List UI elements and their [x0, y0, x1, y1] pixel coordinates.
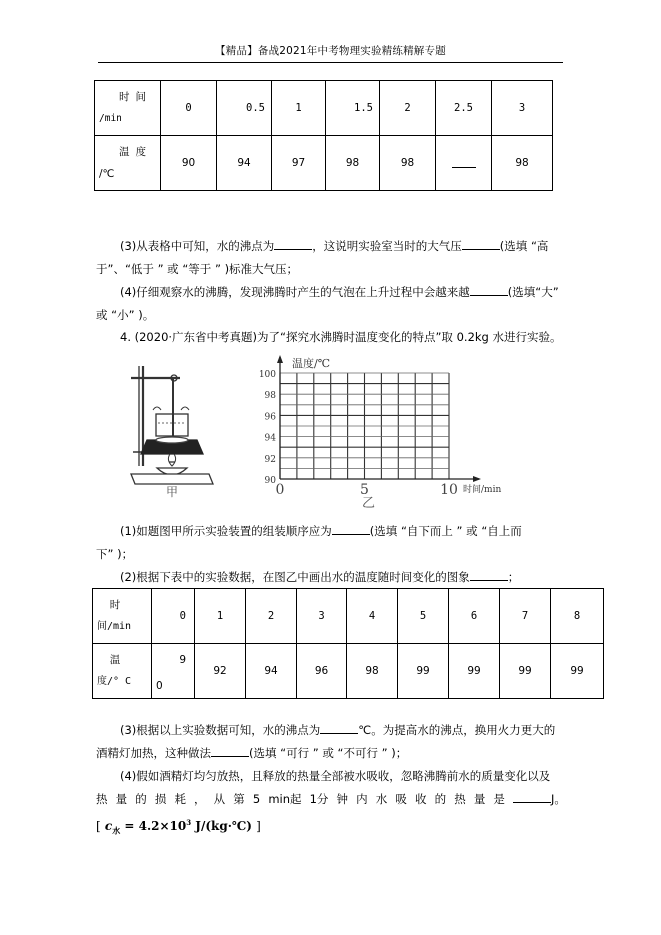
chart-axes [277, 355, 481, 482]
table-cell: 90 [161, 136, 217, 191]
word: 的 [434, 792, 447, 806]
question-4-part1: (4)仔细观察水的沸腾，发现沸腾时产生的气泡在上升过程中会越来越 (选填“大” 或 “小” )。 [96, 285, 559, 322]
table-cell: 0.5 [217, 81, 272, 136]
table-cell: 2 [246, 589, 297, 644]
table-cell-blank[interactable] [436, 136, 492, 191]
x-tick-label: 5 [360, 482, 369, 498]
answer-blank[interactable] [320, 721, 358, 734]
question-3-part1: (3)从表格中可知，水的沸点为 ，这说明实验室当时的大气压 (选填 “高 于”、“低于 ” 或 “等于 ” )标准大气压； [96, 239, 549, 276]
word: 耗 [174, 792, 186, 806]
table-cell: 4 [347, 589, 398, 644]
word: 内 [356, 792, 368, 806]
question-4-line2 [96, 788, 566, 811]
table-row [93, 589, 604, 644]
table-cell: 2.5 [436, 81, 492, 136]
table-cell: 92 [195, 644, 246, 699]
apparatus-figure [125, 358, 220, 498]
table-cell: 99 [449, 644, 500, 699]
table-cell: 2 [380, 81, 436, 136]
answer-blank[interactable] [452, 159, 476, 168]
table-cell: 97 [272, 136, 326, 191]
data-table-1 [94, 80, 553, 191]
table-cell: 96 [297, 644, 347, 699]
word: 损 [154, 792, 167, 806]
row-header-temp: 温度 /℃ [95, 136, 161, 191]
row-header-time: 时 间/min [93, 589, 152, 644]
table-cell-split: 9 0 [152, 644, 195, 699]
table-cell: 98 [326, 136, 380, 191]
row-header-time: 时间 /min [95, 81, 161, 136]
table-cell: 94 [246, 644, 297, 699]
word: 热 [96, 792, 108, 806]
word: 量 [115, 792, 128, 806]
figure-caption-jia: 甲 [165, 485, 179, 498]
y-axis-arrow [277, 355, 283, 363]
table-cell: 99 [398, 644, 449, 699]
answer-tail: J。 [513, 788, 566, 811]
table-cell: 1 [195, 589, 246, 644]
y-tick-label: 96 [264, 412, 276, 423]
word: 从 [213, 792, 226, 806]
table-cell: 98 [492, 136, 553, 191]
data-table-2 [92, 588, 604, 699]
row-header-temp: 温 度/° C [93, 644, 152, 699]
chart-grid [280, 373, 449, 479]
word: 第 [233, 792, 245, 806]
x-tick-label: 0 [275, 482, 285, 498]
table-cell: 99 [500, 644, 551, 699]
word: 5 [252, 792, 261, 806]
table-cell: 7 [500, 589, 551, 644]
apparatus-drawing [131, 366, 213, 484]
document-header-title: 【精品】备战2021年中考物理实验精练精解专题 [215, 45, 446, 57]
question-3-part2: (3)根据以上实验数据可知，水的沸点为 ℃。为提高水的沸点，换用火力更大的 酒精灯加热，这种做法 (选填 “可行 ” 或 “不可行 ” )； [96, 723, 556, 760]
word: 是 [493, 792, 505, 806]
x-axis-label: 时间/min [463, 485, 502, 495]
answer-blank[interactable] [332, 522, 370, 535]
answer-blank[interactable] [470, 568, 508, 581]
y-tick-label: 92 [264, 454, 276, 465]
table-cell: 1 [272, 81, 326, 136]
y-tick-labels [259, 370, 276, 486]
answer-blank[interactable] [462, 237, 500, 250]
word: min起 [268, 792, 302, 806]
figure-caption-yi: 乙 [362, 496, 376, 510]
problem-4-stem: 4. (2020·广东省中考真题)为了“探究水沸腾时温度变化的特点”取 0.2kg 水进行实验。 [120, 330, 562, 344]
word: ， [194, 792, 206, 806]
answer-blank[interactable] [274, 237, 312, 250]
answer-blank[interactable] [470, 283, 508, 296]
table-cell: 1.5 [326, 81, 380, 136]
temperature-time-chart [250, 350, 540, 510]
table-cell: 0 [152, 589, 195, 644]
y-tick-label: 100 [258, 370, 276, 380]
table-row [93, 644, 604, 699]
question-1-2: (1)如题图甲所示实验装置的组装顺序应为 (选填 “自下而上 ” 或 “自上而 下” )； (2)根据下表中的实验数据，在图乙中画出水的温度随时间变化的图象 ； [96, 524, 522, 584]
specific-heat-formula: [ $c_水 = 4.2\times 10^3$ J/(kg·℃) ] [96, 818, 261, 836]
word: 水 [375, 792, 388, 806]
table-cell: 98 [347, 644, 398, 699]
word: 吸 [395, 792, 407, 806]
table-cell: 0 [161, 81, 217, 136]
table-cell: 99 [551, 644, 604, 699]
answer-blank[interactable] [513, 790, 551, 803]
y-axis-label: 温度/℃ [292, 357, 331, 370]
table-row [95, 81, 553, 136]
y-tick-label: 98 [264, 391, 276, 402]
question-4-part2: (4)假如酒精灯均匀放热，且释放的热量全部被水吸收，忽略沸腾前水的质量变化以及 热 量 的 损 耗 ， 从 第 5 min起 1分 钟 内 水 吸 收 的 热 量 是 J。 [96, 765, 566, 811]
word: 收 [414, 792, 427, 806]
word: 1分 [309, 792, 329, 806]
table-cell: 8 [551, 589, 604, 644]
answer-blank[interactable] [211, 744, 249, 757]
word: 钟 [336, 792, 349, 806]
table-cell: 5 [398, 589, 449, 644]
table-row [95, 136, 553, 191]
x-axis-arrow [473, 476, 481, 482]
header-divider [98, 62, 563, 63]
table-cell: 3 [297, 589, 347, 644]
table-cell: 6 [449, 589, 500, 644]
word: 热 [454, 792, 466, 806]
word: 的 [135, 792, 147, 806]
table-cell: 98 [380, 136, 436, 191]
table-cell: 94 [217, 136, 272, 191]
y-tick-label: 90 [264, 476, 276, 486]
x-tick-label: 10 [440, 482, 458, 498]
word: 量 [473, 792, 486, 806]
y-tick-label: 94 [264, 433, 276, 444]
table-cell: 3 [492, 81, 553, 136]
